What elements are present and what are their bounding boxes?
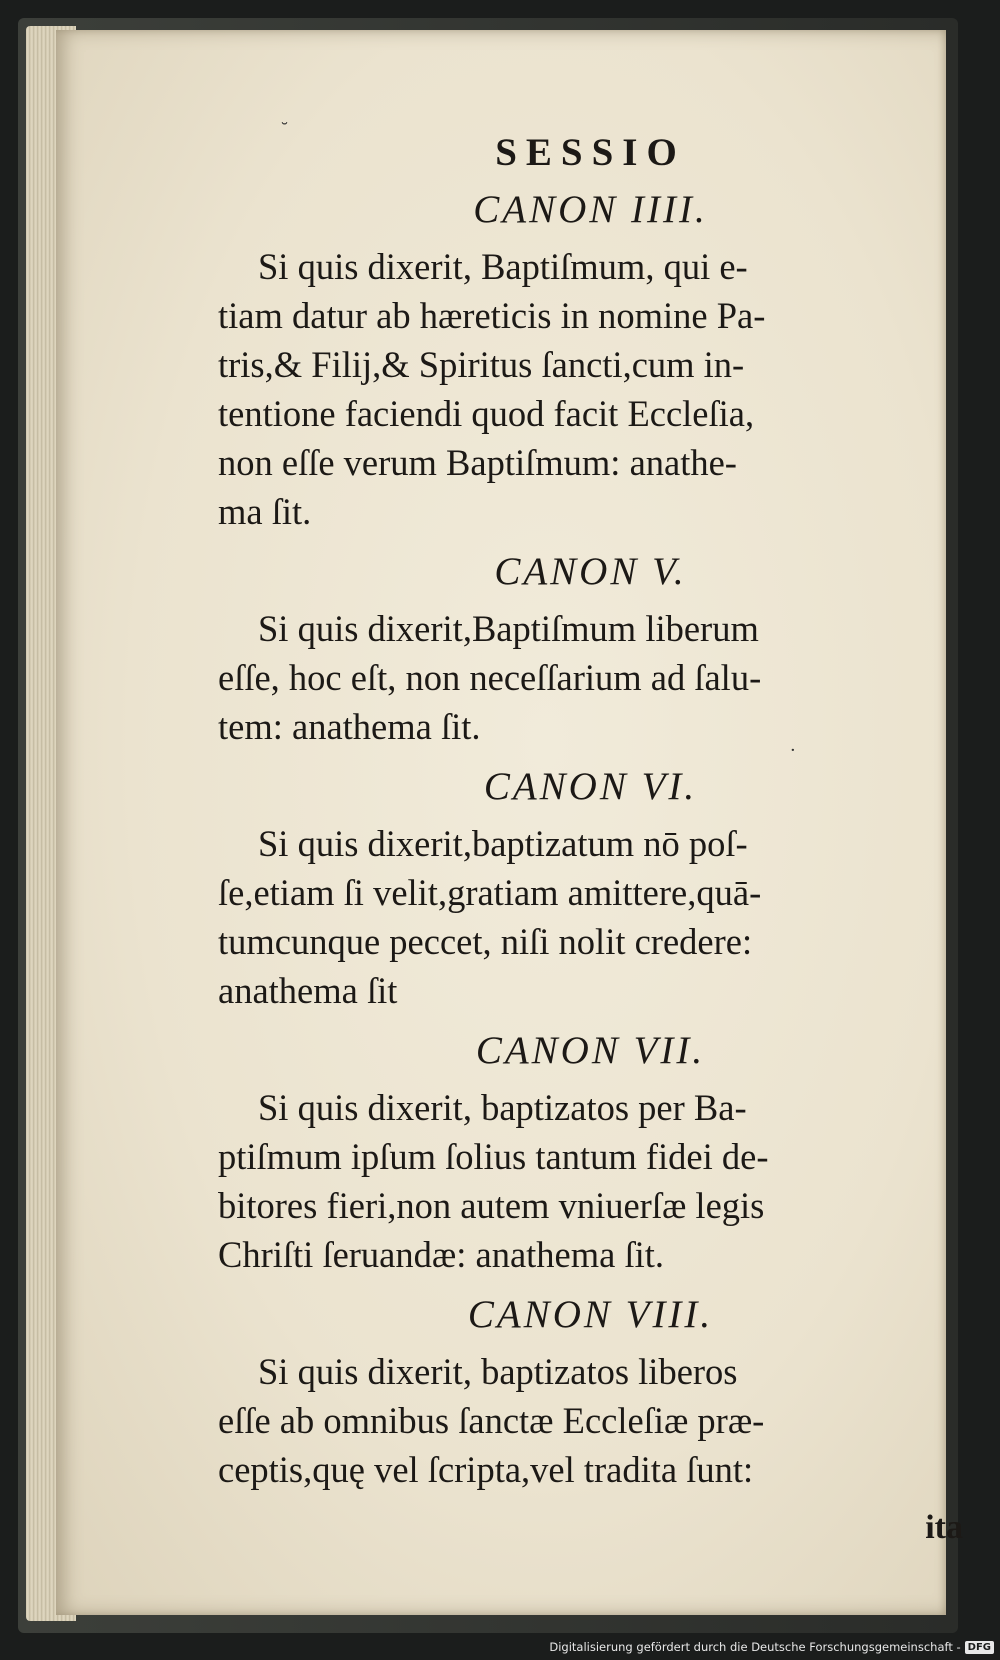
credit-text: Digitalisierung gefördert durch die Deutsche Forschungsgemeinschaft - (549, 1640, 961, 1654)
canon-text (218, 1083, 963, 1279)
text-line: tumcunque peccet, niſi nolit credere: (218, 921, 753, 962)
canon-heading: CANON VI. (483, 765, 698, 808)
ink-mark: ˘ (280, 120, 289, 141)
ink-mark: · (790, 740, 796, 761)
canon-heading: CANON VII. (475, 1029, 706, 1072)
text-line: eſſe, hoc eſt, non neceſſarium ad ſalu- (218, 657, 762, 698)
text-line: Si quis dixerit, baptizatos liberos (258, 1351, 738, 1392)
canon-text (218, 242, 963, 536)
text-line: ptiſmum ipſum ſolius tantum fidei de- (218, 1136, 769, 1177)
text-line: tiam datur ab hæreticis in nomine Pa- (218, 295, 766, 336)
text-block (218, 128, 963, 1552)
text-line: tentione faciendi quod facit Eccleſia, (218, 393, 755, 434)
text-line: ma ſit. (218, 491, 312, 532)
text-line: non eſſe verum Baptiſmum: anathe- (218, 442, 737, 483)
catchword: ita (925, 1509, 963, 1546)
canon-heading: CANON V. (494, 550, 687, 593)
canon-text (218, 1347, 963, 1494)
text-line: tris,& Filij,& Spiritus ſancti,cum in- (218, 344, 745, 385)
canon-text (218, 819, 963, 1015)
text-line: Si quis dixerit, Baptiſmum, qui e- (258, 246, 748, 287)
text-line: anathema ſit (218, 970, 398, 1011)
text-line: ſe,etiam ſi velit,gratiam amittere,quā- (218, 872, 762, 913)
text-line: Chriſti ſeruandæ: anathema ſit. (218, 1234, 665, 1275)
text-line: eſſe ab omnibus ſanctæ Eccleſiæ præ- (218, 1400, 765, 1441)
text-line: Si quis dixerit, baptizatos per Ba- (258, 1087, 747, 1128)
text-line: tem: anathema ſit. (218, 706, 481, 747)
text-line: Si quis dixerit,baptizatum nō poſ- (258, 823, 748, 864)
digitization-credit (549, 1640, 994, 1654)
text-line: ceptis,quę vel ſcripta,vel tradita ſunt: (218, 1449, 754, 1490)
canon-heading: CANON IIII. (473, 188, 708, 231)
canon-heading: CANON VIII. (467, 1293, 714, 1336)
dfg-logo: DFG (965, 1641, 994, 1654)
text-line: bitores fieri,non autem vniuerſæ legis (218, 1185, 765, 1226)
canon-text (218, 604, 963, 751)
canons-list (218, 184, 963, 1494)
running-head: SESSIO (495, 131, 686, 174)
text-line: Si quis dixerit,Baptiſmum liberum (258, 608, 759, 649)
